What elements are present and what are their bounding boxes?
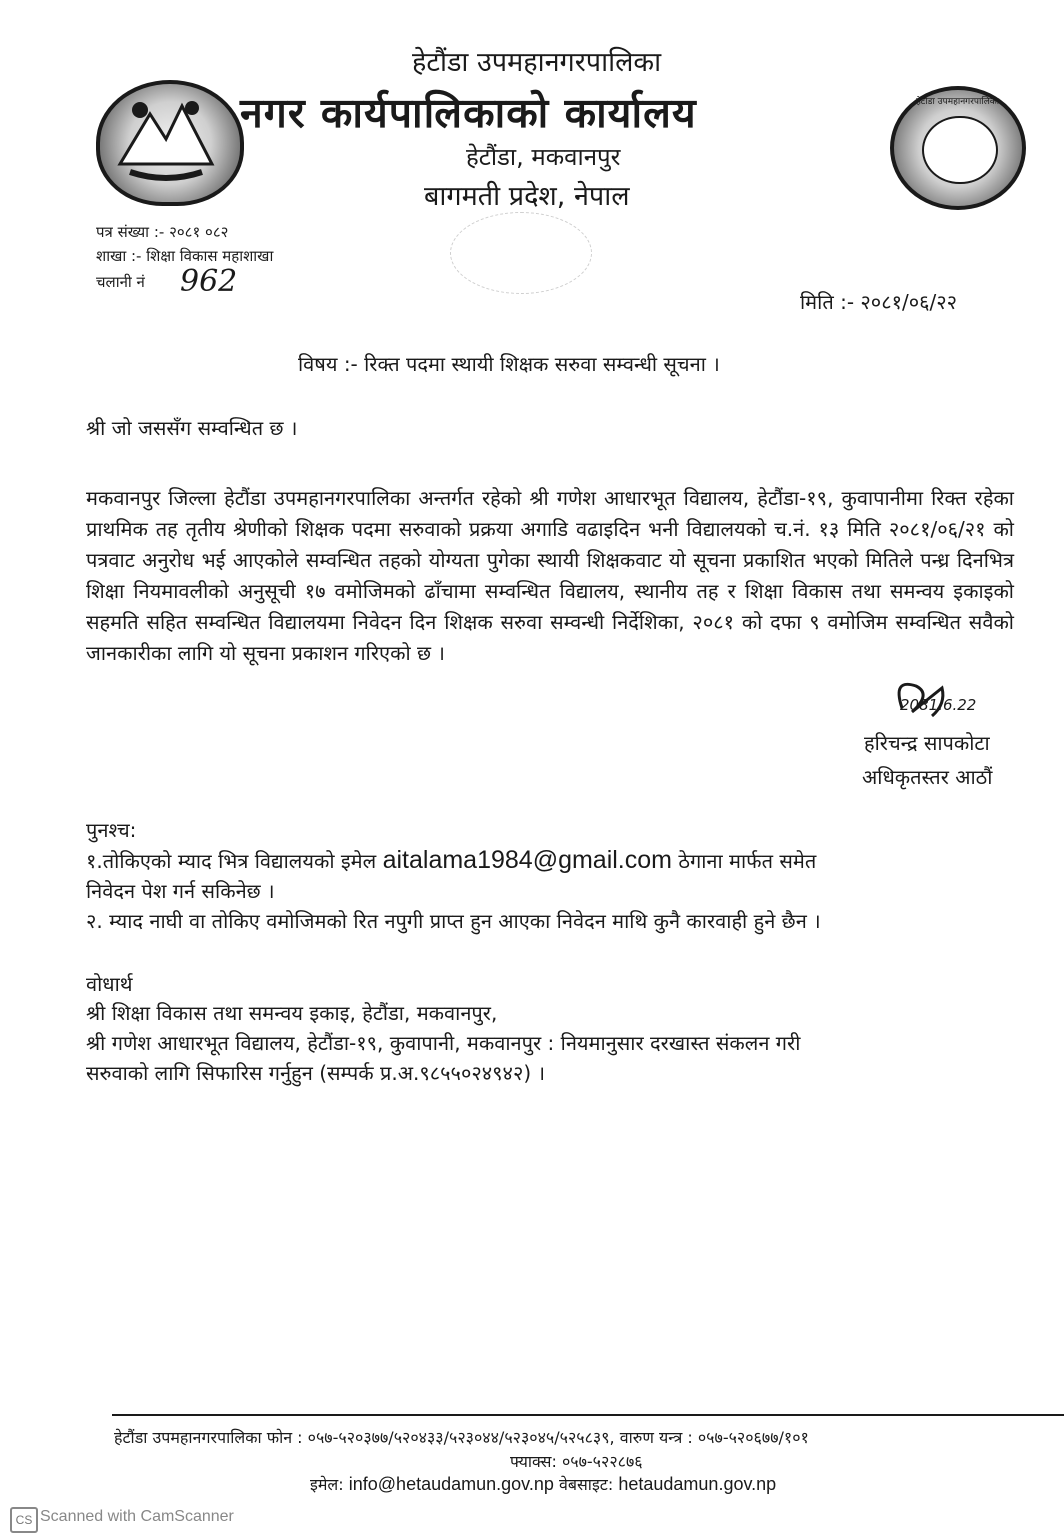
postscript-item-2: २. म्याद नाघी वा तोकिए वमोजिमको रित नपुगी प्राप्त हुन आएका निवेदन माथि कुनै कारवाही हुने छैन । (86, 909, 821, 933)
footer-website-link[interactable]: hetaudamun.gov.np (618, 1474, 777, 1494)
school-email-link[interactable]: aitalama1984@gmail.com (382, 846, 672, 874)
signatory-post: अधिकृतस्तर आठौं (862, 765, 993, 789)
org-line: हेटौंडा उपमहानगरपालिका (412, 47, 662, 78)
office-province: बागमती प्रदेश, नेपाल (424, 181, 630, 212)
office-title: नगर कार्यपालिकाको कार्यालय (240, 89, 697, 137)
dispatch-label: चलानी नं (96, 273, 145, 291)
nepal-government-emblem (96, 80, 244, 206)
body-paragraph: मकवानपुर जिल्ला हेटौंडा उपमहानगरपालिका अन्तर्गत रहेको श्री गणेश आधारभूत विद्यालय, हेटौंडा-१९, कुवापानीमा रिक्त रहेका प्राथमिक तह तृतीय श्रेणीको शिक्षक पदमा सरुवाको प्रक्रया अगाडि वढाइदिन भनी विद्यालयको च.नं. १३ मिति २०८१/०६/२१ को पत्रवाट अनुरोध भई आएकोले सम्वन्धित तहको योग्यता पुगेका स्थायी शिक्षकवाट यो सूचना प्रकाशित भएको मितिले पन्ध्र दिनभित्र शिक्षा नियमावलीको अनुसूची १७ वमोजिमको ढाँचामा सम्वन्धित विद्यालय, स्थानीय तह र शिक्षा विकास तथा समन्वय इकाइको सहमति सहित सम्वन्धित विद्यालयमा निवेदन दिन शिक्षक सरुवा सम्वन्धी निर्देशिका, २०८१ को दफा ९ वमोजिम सम्वन्धित सवैको जानकारीका लागि यो सूचना प्रकाशन गरिएको छ । (86, 486, 1014, 665)
footer-phones: हेटौंडा उपमहानगरपालिका फोन : ०५७-५२०३७७/५२०४३३/५२३०४४/५२३०४५/५२५८३९, वारुण यन्त्र : ०५७-५२०६७७/१०१ (114, 1428, 809, 1447)
seal-center (922, 116, 998, 185)
cc-line-2: श्री गणेश आधारभूत विद्यालय, हेटौंडा-१९, कुवापानी, मकवानपुर : नियमानुसार दरखास्त संकलन गरी (86, 1031, 801, 1055)
cc-line-1: श्री शिक्षा विकास तथा समन्वय इकाइ, हेटौंडा, मकवानपुर, (86, 1001, 498, 1025)
cc-heading: वोधार्थ (86, 972, 133, 996)
postscript-item-1-suffix: ठेगाना मार्फत समेत (678, 849, 817, 873)
subject: विषय :- रिक्त पदमा स्थायी शिक्षक सरुवा सम्वन्धी सूचना । (298, 352, 720, 376)
salutation: श्री जो जससँग सम्वन्धित छ । (86, 416, 298, 440)
footer-website-label: वेबसाइट: (558, 1475, 614, 1494)
footer-fax: फ्याक्स: ०५७-५२२८७६ (510, 1452, 643, 1471)
office-stamp (450, 212, 592, 294)
footer-contacts (310, 1473, 776, 1495)
footer-email-label: इमेल: (310, 1475, 344, 1494)
seal-text: हेटौंडा उपमहानगरपालिका (916, 97, 1000, 107)
postscript-item-1-prefix: १.तोकिएको म्याद भित्र विद्यालयको इमेल (86, 849, 377, 873)
signature-date: 2081.6.22 (900, 696, 977, 714)
postscript-item-1 (86, 846, 1016, 875)
office-place: हेटौंडा, मकवानपुर (466, 143, 621, 171)
camscanner-watermark: Scanned with CamScanner (40, 1508, 234, 1525)
letter-date: मिति :- २०८१/०६/२२ (800, 290, 958, 314)
branch: शाखा :- शिक्षा विकास महाशाखा (96, 247, 274, 265)
mountain-icon (100, 84, 232, 194)
postscript-item-1-line2: निवेदन पेश गर्न सकिनेछ । (86, 879, 275, 903)
signatory-name: हरिचन्द्र सापकोटा (864, 731, 990, 755)
camscanner-logo-icon: CS (10, 1507, 38, 1533)
letter-number: पत्र संख्या :- २०८१ ०८२ (96, 223, 229, 241)
cc-line-3: सरुवाको लागि सिफारिस गर्नुहुन (सम्पर्क प्र.अ.९८५५०२४९४२) । (86, 1061, 546, 1085)
hetauda-municipality-seal (890, 86, 1026, 210)
dispatch-number-handwritten: 962 (180, 264, 238, 299)
postscript-heading: पुनश्च: (86, 818, 137, 842)
footer-divider (112, 1414, 1064, 1416)
footer-email-link[interactable]: info@hetaudamun.gov.np (348, 1474, 554, 1494)
